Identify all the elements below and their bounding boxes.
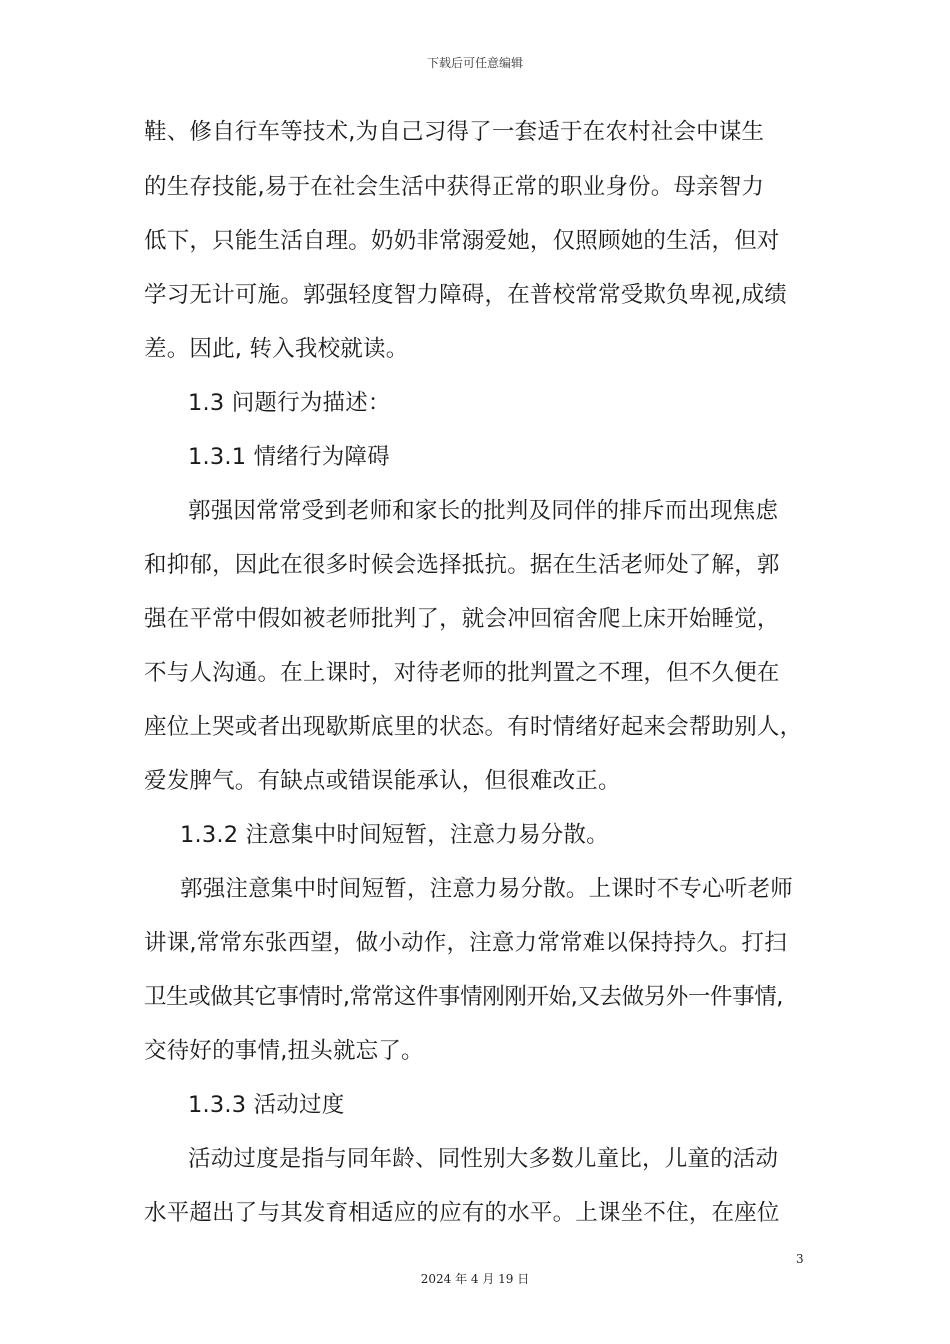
body-line: 卫生或做其它事情时,常常这件事情刚刚开始,又去做另外一件事情,: [144, 984, 784, 1010]
subsection-heading: 1.3.3 活动过度: [188, 1092, 345, 1118]
body-line: 差。因此, 转入我校就读。: [144, 336, 409, 362]
body-line: 不与人沟通。在上课时，对待老师的批判置之不理，但不久便在: [144, 660, 780, 686]
page-number: 3: [796, 1252, 804, 1266]
body-line: 爱发脾气。有缺点或错误能承认，但很难改正。: [144, 768, 621, 794]
body-line: 和抑郁，因此在很多时候会选择抵抗。据在生活老师处了解，郭: [144, 552, 780, 578]
body-line: 强在平常中假如被老师批判了，就会冲回宿舍爬上床开始睡觉，: [144, 606, 780, 632]
body-line: 交待好的事情,扭头就忘了。: [144, 1038, 424, 1064]
body-line: 活动过度是指与同年龄、同性别大多数儿童比，儿童的活动: [188, 1146, 779, 1172]
subsection-heading: 1.3.2 注意集中时间短暂，注意力易分散。: [180, 822, 609, 848]
body-line: 座位上哭或者出现歇斯底里的状态。有时情绪好起来会帮助别人，: [144, 714, 803, 740]
body-line: 郭强注意集中时间短暂，注意力易分散。上课时不专心听老师: [180, 876, 793, 902]
body-line: 低下，只能生活自理。奶奶非常溺爱她，仅照顾她的生活，但对: [144, 228, 780, 254]
page-header: 下载后可任意编辑: [426, 56, 523, 70]
body-line: 讲课,常常东张西望，做小动作，注意力常常难以保持持久。打扫: [144, 930, 787, 956]
body-line: 郭强因常常受到老师和家长的批判及同伴的排斥而出现焦虑: [188, 498, 779, 524]
page-footer-date: 2024 年 4 月 19 日: [420, 1272, 530, 1286]
section-heading: 1.3 问题行为描述：: [188, 390, 391, 416]
body-line: 水平超出了与其发育相适应的应有的水平。上课坐不住，在座位: [144, 1200, 780, 1226]
body-line: 鞋、修自行车等技术,为自己习得了一套适于在农村社会中谋生: [144, 119, 765, 145]
body-line: 的生存技能,易于在社会生活中获得正常的职业身份。母亲智力: [144, 174, 765, 200]
subsection-heading: 1.3.1 情绪行为障碍: [188, 444, 390, 470]
body-line: 学习无计可施。郭强轻度智力障碍，在普校常常受欺负卑视,成绩: [144, 282, 787, 308]
